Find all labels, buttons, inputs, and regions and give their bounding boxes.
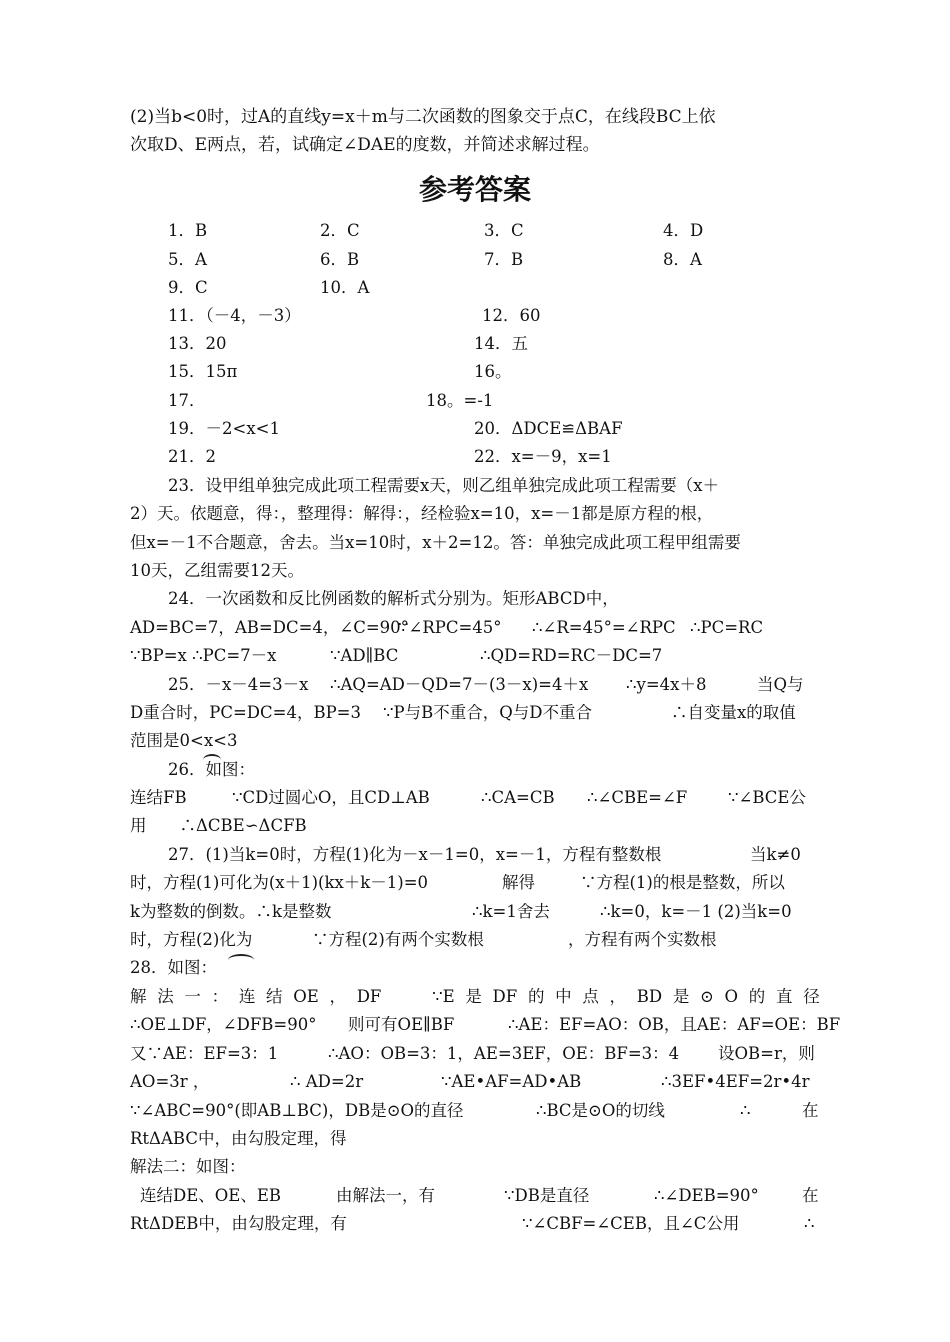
q28-line6-part4: 在 [802, 1101, 819, 1120]
q28-line3-part3: ∴AE：EF=AO：OB，且AE：AF=OE：BF [508, 1015, 841, 1034]
q27-line3-part2: ∴k=1舍去 [472, 902, 550, 921]
q28-line5-part3: ∵AE•AF=AD•AB [441, 1072, 582, 1091]
q28-line10-part3: ∴ [804, 1214, 815, 1233]
q28-line8: 解法二：如图： [130, 1157, 246, 1176]
answer-14: 14．五 [474, 334, 528, 353]
q26-line2-part4: ∴∠CBE=∠F [587, 788, 688, 807]
q28-line5-part2: ∴ AD=2r [290, 1072, 364, 1091]
q23-line1: 23．设甲组单独完成此项工程需要x天，则乙组单独完成此项工程需要（x＋ [168, 476, 720, 495]
q25-line2-part1: D重合时，PC=DC=4，BP=3 [130, 703, 362, 722]
answer-9: 9．C [168, 278, 208, 297]
answer-21: 21．2 [168, 447, 216, 466]
q28-line4-part2: ∴AO：OB=3：1，AE=3EF，OE：BF=3：4 [328, 1044, 680, 1063]
answer-2: 2．C [320, 221, 360, 240]
q26-line2-part5: ∵∠BCE公 [728, 788, 806, 807]
q26-line1: 26．如图： [168, 760, 255, 779]
q24-line2-part4: ∴PC=RC [690, 618, 764, 637]
q28-line3-part2: 则可有OE∥BF [348, 1015, 455, 1034]
answer-15: 15．15π [168, 362, 238, 381]
q28-line7: RtΔABC中，由勾股定理，得 [130, 1129, 347, 1148]
q24-line2-part1: AD=BC=7，AB=DC=4，∠C=90° [130, 618, 409, 637]
q28-line5-part1: AO=3r ， [130, 1072, 210, 1091]
answer-12: 12．60 [482, 306, 541, 325]
answer-6: 6．B [320, 250, 360, 269]
answer-4: 4．D [663, 221, 704, 240]
q27-line2-part1: 时，方程(1)可化为(x＋1)(kx＋k－1)=0 [130, 873, 429, 892]
q28-line9-part5: 在 [802, 1186, 819, 1205]
answer-18: 18。=-1 [426, 391, 494, 410]
answer-19: 19．－2<x<1 [168, 419, 280, 438]
q25-line1-part2: ∴AQ=AD－QD=7－(3－x)=4＋x [330, 675, 589, 694]
q28-line6-part3: ∴ [740, 1101, 751, 1120]
q25-line1-part1: 25．－x－4=3－x [168, 675, 309, 694]
q24-line3-part2: ∵AD∥BC [330, 646, 399, 665]
problem-part2-line1: (2)当b<0时，过A的直线y=x＋m与二次函数的图象交于点C，在线段BC上依 [130, 107, 716, 127]
q25-line3: 范围是0<x<3 [130, 731, 238, 750]
q28-line5-part4: ∴3EF•4EF=2r•4r [661, 1072, 810, 1091]
q25-line2-part2: ∵P与B不重合，Q与D不重合 [383, 703, 592, 722]
q27-line3-part3: ∴k=0，k=－1 (2)当k=0 [600, 902, 792, 921]
q27-line2-part3: ∵方程(1)的根是整数，所以 [580, 873, 785, 892]
q24-line2-part2: ∵∠RPC=45° [398, 618, 502, 637]
answer-3: 3．C [484, 221, 524, 240]
problem-part2-line2: 次取D、E两点，若，试确定∠DAE的度数，并简述求解过程。 [130, 135, 600, 155]
answer-11: 11．（－4，－3） [168, 306, 301, 325]
q28-line10-part2: ∵∠CBF=∠CEB，且∠C公用 [522, 1214, 740, 1233]
answer-10: 10．A [320, 278, 370, 297]
answer-16: 16。 [474, 362, 512, 381]
q26-line2-part2: ∵CD过圆心O，且CD⊥AB [232, 788, 430, 807]
q27-line4-part1: 时，方程(2)化为 [130, 930, 253, 949]
q27-line2-part2: 解得 [502, 873, 535, 892]
q27-line1-part2: 当k≠0 [750, 845, 801, 864]
answer-22: 22．x=－9，x=1 [474, 447, 612, 466]
page-title: 参考答案 [418, 173, 531, 206]
q24-line1: 24．一次函数和反比例函数的解析式分别为。矩形ABCD中， [168, 589, 619, 608]
q28-line9-part1: 连结DE、OE、EB [140, 1186, 282, 1205]
q23-line2: 2）天。依题意，得：，整理得：解得：，经检验x=10，x=－1都是原方程的根， [130, 504, 714, 523]
answer-17: 17． [168, 391, 206, 410]
q25-line1-part3: ∴y=4x＋8 [626, 675, 707, 694]
answer-20: 20．ΔDCE≌ΔBAF [474, 419, 623, 438]
q28-line4-part1: 又∵AE：EF=3：1 [130, 1044, 279, 1063]
q28-line3-part1: ∴OE⊥DF，∠DFB=90° [130, 1015, 317, 1034]
q28-line9-part3: ∵DB是直径 [504, 1186, 590, 1205]
q26-line2-part1: 连结FB [130, 788, 187, 807]
q28-line9-part4: ∴∠DEB=90° [654, 1186, 759, 1205]
answer-8: 8．A [663, 250, 702, 269]
figure-arc-mark [203, 754, 221, 766]
q25-line2-part3: ∴自变量x的取值 [671, 703, 796, 722]
answer-13: 13．20 [168, 334, 227, 353]
q28-line10-part1: RtΔDEB中，由勾股定理，有 [130, 1214, 347, 1233]
q28-line2: 解 法 一 ： 连 结 OE ， DF ∵E 是 DF 的 中 点 ， BD 是 ⊙ O 的 直 径 [130, 987, 820, 1006]
q28-line9-part2: 由解法一，有 [336, 1186, 435, 1205]
answer-1: 1．B [168, 221, 208, 240]
q23-line3: 但x=－1不合题意，舍去。当x=10时，x＋2=12。答：单独完成此项工程甲组需要 [130, 533, 741, 552]
q25-line1-part4: 当Q与 [757, 675, 804, 694]
q27-line4-part3: ，方程有两个实数根 [568, 930, 717, 949]
q28-line6-part1: ∵∠ABC=90°(即AB⊥BC)，DB是⊙O的直径 [130, 1101, 464, 1120]
q28-line4-part3: 设OB=r，则 [718, 1044, 815, 1063]
q24-line2-part3: ∴∠R=45°=∠RPC [532, 618, 676, 637]
q24-line3-part1: ∵BP=x ∴PC=7－x [130, 646, 277, 665]
answer-5: 5．A [168, 250, 207, 269]
q23-line4: 10天，乙组需要12天。 [130, 561, 304, 580]
q26-line2-part3: ∴CA=CB [481, 788, 555, 807]
q27-line3-part1: k为整数的倒数。∴k是整数 [130, 902, 332, 921]
q28-line6-part2: ∴BC是⊙O的切线 [536, 1101, 665, 1120]
q24-line3-part3: ∴QD=RD=RC－DC=7 [480, 646, 663, 665]
q28-line1: 28．如图： [130, 958, 217, 977]
q27-line1-part1: 27．(1)当k=0时，方程(1)化为－x－1=0，x=－1，方程有整数根 [168, 845, 662, 864]
answer-7: 7．B [484, 250, 524, 269]
q27-line4-part2: ∵方程(2)有两个实数根 [312, 930, 484, 949]
q26-line3: 用 ∴ΔCBE∽ΔCFB [130, 816, 307, 835]
figure-arc-mark [228, 954, 254, 966]
